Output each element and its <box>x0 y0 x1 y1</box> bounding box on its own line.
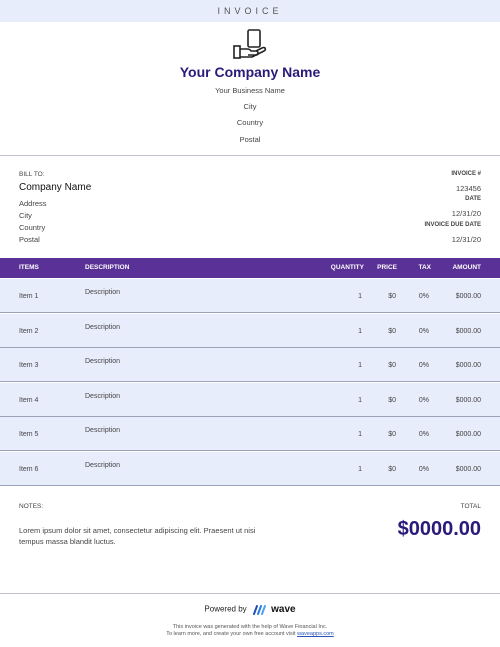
powered-by-text: Powered by <box>204 604 247 614</box>
row-item: Item 1 <box>19 293 39 300</box>
waveapps-link[interactable]: waveapps.com <box>297 631 334 637</box>
hand-holding-card-icon <box>232 28 268 62</box>
row-quantity: 1 <box>358 362 362 370</box>
row-tax: 0% <box>418 362 429 370</box>
due-date: 12/31/20 <box>451 235 481 244</box>
row-price: $0 <box>388 293 396 300</box>
row-description: Description <box>85 358 121 366</box>
header-divider <box>0 155 500 156</box>
row-description: Description <box>85 427 121 435</box>
row-tax: 0% <box>418 293 429 300</box>
table-row <box>0 452 500 486</box>
row-quantity: 1 <box>358 396 362 404</box>
row-amount: $000.00 <box>455 327 481 335</box>
row-amount: $000.00 <box>455 362 481 370</box>
header-description: DESCRIPTION <box>85 264 130 271</box>
row-tax: 0% <box>418 466 429 473</box>
row-quantity: 1 <box>358 327 362 335</box>
bill-to-company: Company Name <box>19 182 92 193</box>
notes-label: NOTES: <box>19 503 44 510</box>
table-header <box>0 258 500 278</box>
invoice-number-label: INVOICE # <box>451 171 481 177</box>
row-item: Item 4 <box>19 396 39 404</box>
table-row <box>0 417 500 451</box>
business-name: Your Business Name <box>215 86 285 95</box>
header-price: PRICE <box>377 264 397 271</box>
header-amount: AMOUNT <box>452 264 481 271</box>
wave-brand: wave <box>271 604 296 615</box>
header-items: ITEMS <box>19 264 39 271</box>
table-row <box>0 383 500 417</box>
bill-to-country: Country <box>19 223 46 232</box>
company-postal: Postal <box>239 135 261 144</box>
row-price: $0 <box>388 362 396 370</box>
bill-to-postal: Postal <box>19 235 40 244</box>
row-amount: $000.00 <box>455 466 481 473</box>
row-description: Description <box>85 289 121 296</box>
row-description: Description <box>85 462 121 469</box>
company-city: City <box>243 102 257 111</box>
row-item: Item 3 <box>19 362 39 370</box>
total-label: TOTAL <box>460 503 481 510</box>
powered-by <box>0 604 500 615</box>
invoice-number: 123456 <box>455 184 481 193</box>
notes-text: Lorem ipsum dolor sit amet, consectetur adipiscing elit. Praesent ut nisi tempus massa blandit luctus. <box>19 526 256 546</box>
header-quantity: QUANTITY <box>330 264 364 271</box>
row-price: $0 <box>388 431 396 439</box>
bill-to-address: Address <box>19 199 47 208</box>
row-quantity: 1 <box>358 466 362 473</box>
row-tax: 0% <box>418 327 429 335</box>
row-quantity: 1 <box>358 431 362 439</box>
row-amount: $000.00 <box>455 396 481 404</box>
footer-line-2-text: To learn more, and create your own free account visit <box>166 631 296 637</box>
row-amount: $000.00 <box>455 293 481 300</box>
row-item: Item 6 <box>19 466 39 473</box>
total-amount: $0000.00 <box>397 518 481 540</box>
table-row <box>0 348 500 382</box>
footer-divider <box>0 593 500 594</box>
row-price: $0 <box>388 466 396 473</box>
header-tax: TAX <box>418 264 431 271</box>
row-amount: $000.00 <box>455 431 481 439</box>
company-name: Your Company Name <box>179 64 321 80</box>
footer-line-2 <box>0 631 500 637</box>
invoice-title: INVOICE <box>217 6 283 16</box>
wave-logo-icon <box>253 605 267 615</box>
table-row <box>0 279 500 313</box>
date-label: DATE <box>465 196 481 202</box>
due-date-label: INVOICE DUE DATE <box>424 222 481 228</box>
invoice-date: 12/31/20 <box>451 209 481 218</box>
row-tax: 0% <box>418 431 429 439</box>
title-band <box>0 0 500 22</box>
row-tax: 0% <box>418 396 429 404</box>
row-description: Description <box>85 392 121 400</box>
table-row <box>0 314 500 348</box>
bill-to-city: City <box>19 211 32 220</box>
row-price: $0 <box>388 327 396 335</box>
company-country: Country <box>236 118 264 127</box>
row-description: Description <box>85 323 121 331</box>
row-item: Item 5 <box>19 431 39 439</box>
footer-line-1: This invoice was generated with the help of Wave Financial Inc. <box>172 624 328 630</box>
row-item: Item 2 <box>19 327 39 335</box>
row-quantity: 1 <box>358 293 362 300</box>
row-price: $0 <box>388 396 396 404</box>
bill-to-label: BILL TO: <box>19 171 45 178</box>
